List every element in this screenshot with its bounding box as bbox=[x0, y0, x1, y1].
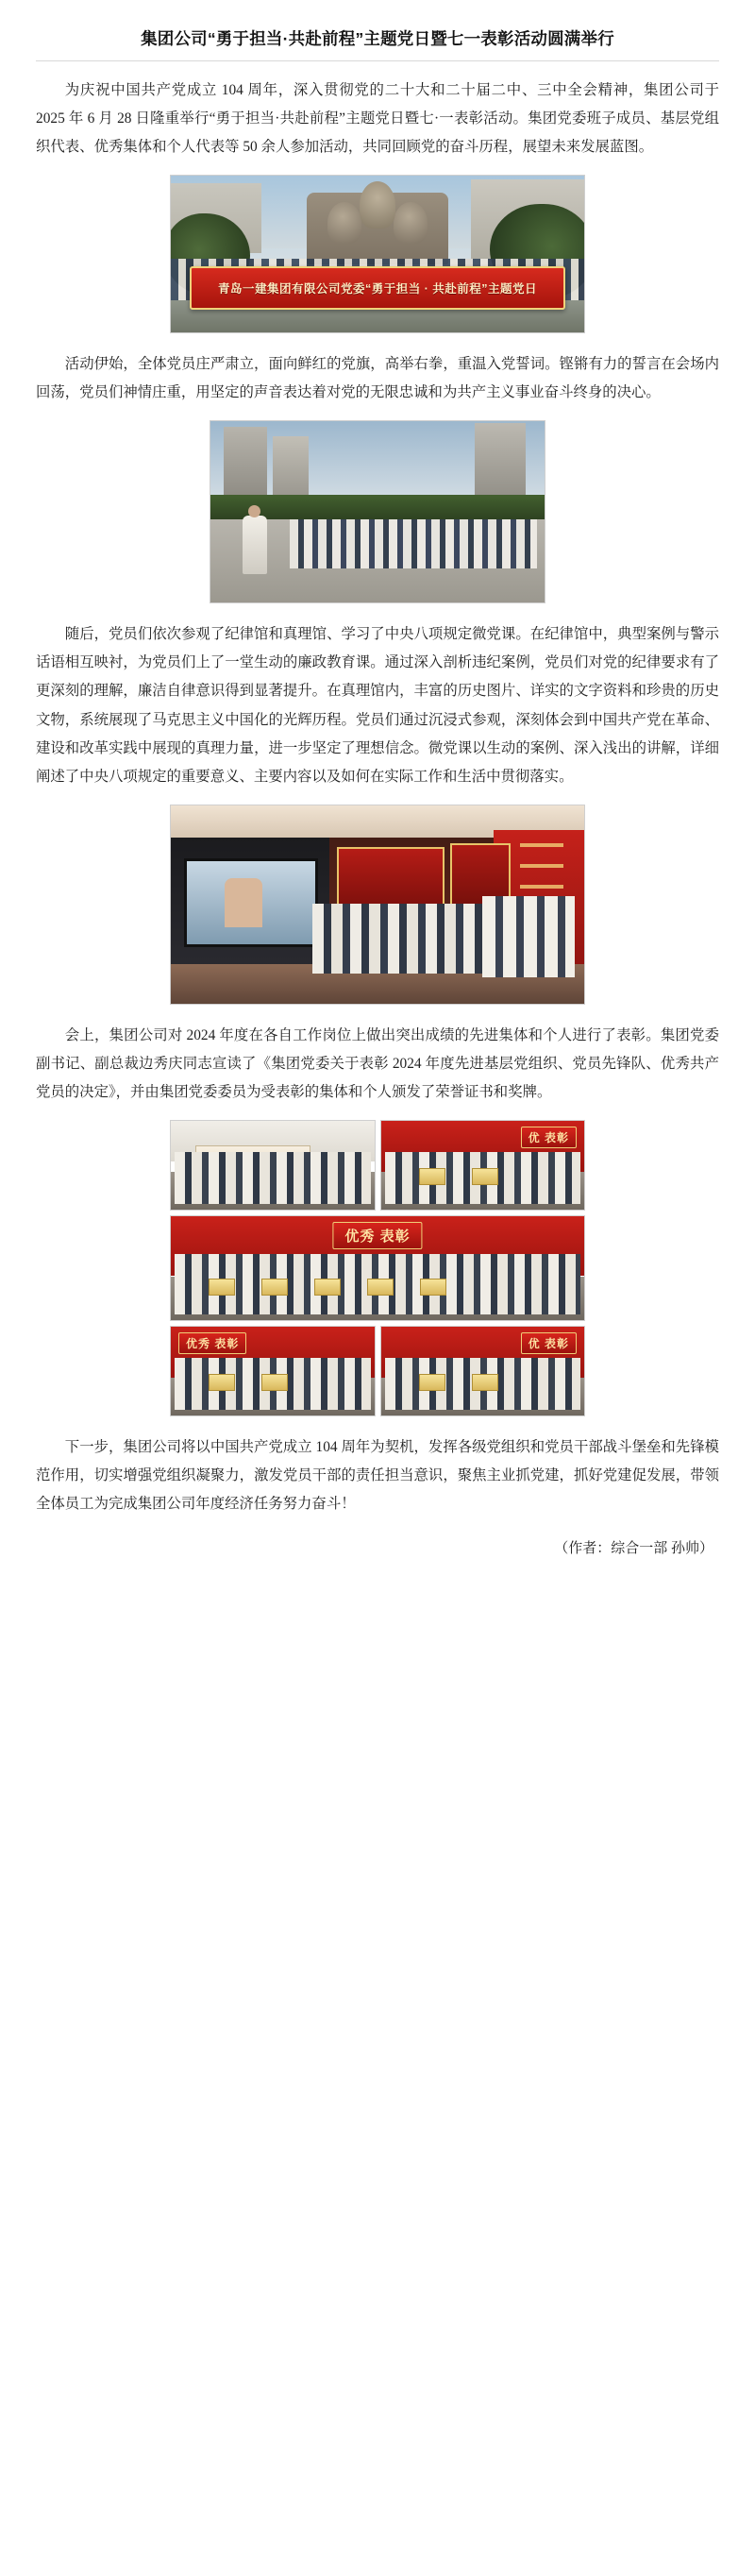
photo-tower-1 bbox=[224, 427, 267, 499]
title-divider bbox=[36, 60, 719, 61]
photo-award-3 bbox=[170, 1215, 585, 1321]
photo-award-2 bbox=[380, 1120, 586, 1211]
photo-exhibition-hall bbox=[170, 805, 585, 1005]
photo-group-ceremony bbox=[170, 175, 585, 333]
photo-certificate bbox=[261, 1374, 288, 1391]
photo-exhibit-panel-a bbox=[337, 847, 445, 909]
photo-certificate bbox=[472, 1168, 498, 1185]
photo-award-sign-3: 优秀 表彰 bbox=[178, 1332, 246, 1354]
paragraph-4: 会上，集团公司对 2024 年度在各自工作岗位上做出突出成绩的先进集体和个人进行了表彰。集团党委副书记、副总裁边秀庆同志宣读了《集团党委关于表彰 2024 年度先进基层党组织、党员先锋队、优秀共产党员的决定》，并由集团党委委员为受表彰的集体和个人颁发了荣誉证书和奖牌。 bbox=[36, 1026, 719, 1100]
photo-certificate bbox=[261, 1279, 288, 1296]
photo-tower-3 bbox=[475, 423, 526, 500]
photo-monument-center bbox=[360, 181, 395, 229]
figure-oath-ceremony bbox=[36, 420, 719, 603]
photo-people bbox=[175, 1152, 371, 1204]
photo-banner-text: 青岛一建集团有限公司党委“勇于担当 · 共赴前程”主题党日 bbox=[190, 266, 565, 310]
author-signature: （作者：综合一部 孙帅） bbox=[554, 1540, 713, 1556]
photo-member-row bbox=[290, 519, 537, 568]
paragraph-5: 下一步，集团公司将以中国共产党成立 104 周年为契机，发挥各级党组织和党员干部战斗堡垒和先锋模范作用，切实增强党组织凝聚力，激发党员干部的责任担当意识，聚焦主业抓党建，抓好党建促发展，带领全体员工为完成集团公司年度经济任务努力奋斗！ bbox=[36, 1438, 719, 1512]
page-title: 集团公司“勇于担当·共赴前程”主题党日暨七一表彰活动圆满举行 bbox=[141, 29, 614, 48]
paragraph-1: 为庆祝中国共产党成立 104 周年，深入贯彻党的二十大和二十届二中、三中全会精神，集团公司于 2025 年 6 月 28 日隆重举行“勇于担当·共赴前程”主题党日暨七·一表彰活动。集团党委班子成员、基层党组织代表、优秀集体和个人代表等 50 余人参加活动，共同回顾党的奋斗历程，展望未来发展蓝图。 bbox=[36, 82, 719, 156]
photo-certificate bbox=[419, 1374, 445, 1391]
photo-certificate bbox=[420, 1279, 446, 1296]
photo-award-sign-4: 优 表彰 bbox=[521, 1332, 577, 1354]
photo-oath-ceremony bbox=[210, 420, 545, 603]
photo-certificate bbox=[314, 1279, 341, 1296]
photo-award-sign-2: 优秀 表彰 bbox=[332, 1222, 422, 1249]
photo-certificate bbox=[209, 1279, 235, 1296]
photo-video-screen bbox=[184, 858, 318, 947]
award-photo-grid bbox=[170, 1120, 585, 1416]
figure-award-grid bbox=[36, 1120, 719, 1416]
photo-certificate bbox=[419, 1168, 445, 1185]
photo-visitors-back bbox=[482, 896, 575, 977]
photo-certificate bbox=[209, 1374, 235, 1391]
photo-award-5 bbox=[380, 1326, 586, 1416]
photo-award-4 bbox=[170, 1326, 376, 1416]
photo-award-sign-1: 优 表彰 bbox=[521, 1127, 577, 1148]
photo-certificate bbox=[367, 1279, 394, 1296]
photo-award-1 bbox=[170, 1120, 376, 1211]
figure-exhibition-hall bbox=[36, 805, 719, 1005]
photo-tower-2 bbox=[273, 436, 309, 499]
photo-certificate bbox=[472, 1374, 498, 1391]
paragraph-2: 活动伊始，全体党员庄严肃立，面向鲜红的党旗，高举右拳，重温入党誓词。铿锵有力的誓言在会场内回荡，党员们神情庄重，用坚定的声音表达着对党的无限忠诚和为共产主义事业奋斗终身的决心。 bbox=[36, 356, 719, 401]
paragraph-3: 随后，党员们依次参观了纪律馆和真理馆、学习了中央八项规定微党课。在纪律馆中，典型案例与警示话语相互映衬，为党员们上了一堂生动的廉政教育课。通过深入剖析违纪案例，党员们对党的纪律要求有了更深刻的理解，廉洁自律意识得到显著提升。在真理馆内，丰富的历史图片、详实的文字资料和珍贵的历史文物，系统展现了马克思主义中国化的光辉历程。党员们通过沉浸式参观，深刻体会到中国共产党在革命、建设和改革实践中展现的真理力量，进一步坚定了理想信念。微党课以生动的案例、深入浅出的讲解，详细阐述了中央八项规定的重要意义、主要内容以及如何在实际工作和生活中贯彻落实。 bbox=[36, 626, 719, 785]
figure-group-photo bbox=[36, 175, 719, 333]
photo-oath-leader bbox=[243, 516, 267, 574]
